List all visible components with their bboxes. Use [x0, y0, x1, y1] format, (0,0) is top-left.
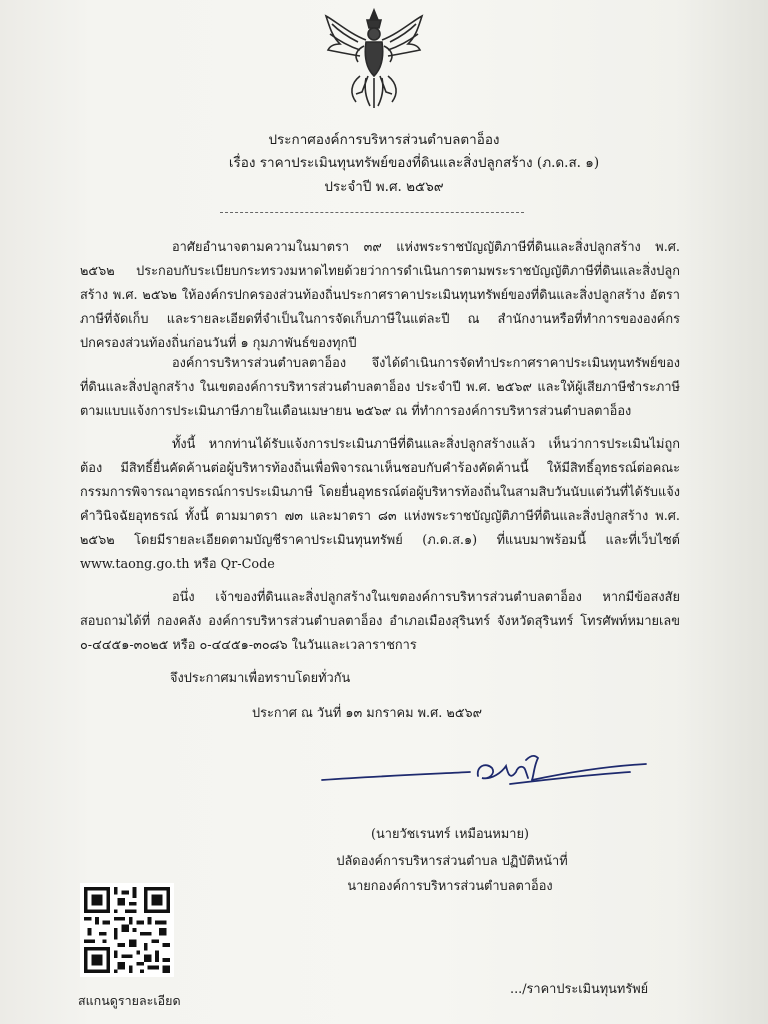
body-paragraph-3: ทั้งนี้ หากท่านได้รับแจ้งการประเมินภาษีที่ดินและสิ่งปลูกสร้างแล้ว เห็นว่าการประเมินไม่ถูกต้อง มีสิทธิ์ยื่นคัดค้านต่อผู้บริหารท้องถิ่นเพื่อพิจารณาเห็นชอบกับคำร้องคัดค้านนี้ ให้มีสิทธิ์อุทธรณ์ต่อคณะกรรมการพิจารณาอุทธรณ์การประเมินภาษี โดยยื่นอุทธรณ์ต่อผู้บริหารท้องถิ่นในสามสิบวันนับแต่วันที่ได้รับแจ้งคำวินิจฉัยอุทธรณ์ ทั้งนี้ ตามมาตรา ๗๓ และมาตรา ๘๓ แห่งพระราชบัญญัติภาษีที่ดินและสิ่งปลูกสร้าง พ.ศ. ๒๕๖๒ โดยมีรายละเอียดตามบัญชีราคาประเมินทุนทรัพย์ (ภ.ด.ส.๑) ที่แนบมาพร้อมนี้ และที่เว็บไซต์ www.taong.go.th หรือ Qr-Code: [80, 437, 680, 572]
qr-code-icon[interactable]: [80, 880, 174, 980]
continued-page-marker: .../ราคาประเมินทุนทรัพย์: [510, 982, 649, 997]
qr-caption: สแกนดูรายละเอียด: [78, 993, 181, 1008]
body-paragraph-2: องค์การบริหารส่วนตำบลตาอ็อง จึงได้ดำเนินการจัดทำประกาศราคาประเมินทุนทรัพย์ของที่ดินและสิ่งปลูกสร้าง ในเขตองค์การบริหารส่วนตำบลตาอ็อง ประจำปี พ.ศ. ๒๕๖๙ และให้ผู้เสียภาษีชำระภาษีตามแบบแจ้งการประเมินภาษีภายในเดือนเมษายน ๒๕๖๙ ณ ที่ทำการองค์การบริหารส่วนตำบลตาอ็อง: [80, 356, 680, 419]
announcement-date: ประกาศ ณ วันที่ ๑๓ มกราคม พ.ศ. ๒๕๖๙: [252, 706, 482, 721]
body-paragraph-1: อาศัยอำนาจตามความในมาตรา ๓๙ แห่งพระราชบัญญัติภาษีที่ดินและสิ่งปลูกสร้าง พ.ศ. ๒๕๖๒ ประกอบกับระเบียบกระทรวงมหาดไทยด้วยว่าการดำเนินการตามพระราชบัญญัติภาษีที่ดินและสิ่งปลูกสร้าง พ.ศ. ๒๕๖๒ ให้องค์กรปกครองส่วนท้องถิ่นประกาศราคาประเมินทุนทรัพย์ของที่ดินและสิ่งปลูกสร้าง อัตราภาษีที่จัดเก็บ และรายละเอียดที่จำเป็นในการจัดเก็บภาษีในแต่ละปี ณ สำนักงานหรือที่ทำการขององค์กรปกครองส่วนท้องถิ่นก่อนวันที่ ๑ กุมภาพันธ์ของทุกปี: [80, 240, 680, 351]
announcement-year: ประจำปี พ.ศ. ๒๕๖๙: [324, 179, 444, 195]
signer-position: ปลัดองค์การบริหารส่วนตำบล ปฏิบัติหน้าที่: [336, 854, 568, 869]
signer-name: (นายวัชเรนทร์ เหมือนหมาย): [371, 827, 529, 842]
signer-acting-title: นายกองค์การบริหารส่วนตำบลตาอ็อง: [347, 879, 553, 894]
announcement-subject: เรื่อง ราคาประเมินทุนทรัพย์ของที่ดินและสิ่งปลูกสร้าง (ภ.ด.ส. ๑): [228, 155, 600, 171]
closing-statement: จึงประกาศมาเพื่อทราบโดยทั่วกัน: [170, 671, 351, 686]
header-divider: [220, 212, 524, 213]
handwritten-signature: [320, 750, 650, 796]
garuda-emblem-icon: [320, 6, 428, 112]
announcement-title: ประกาศองค์การบริหารส่วนตำบลตาอ็อง: [268, 132, 500, 148]
body-paragraph-4: อนึ่ง เจ้าของที่ดินและสิ่งปลูกสร้างในเขตองค์การบริหารส่วนตำบลตาอ็อง หากมีข้อสงสัยสอบถามได้ที่ กองคลัง องค์การบริหารส่วนตำบลตาอ็อง อำเภอเมืองสุรินทร์ จังหวัดสุรินทร์ โทรศัพท์หมายเลข ๐-๔๔๕๑-๓๐๒๕ หรือ ๐-๔๔๕๑-๓๐๘๖ ในวันและเวลาราชการ: [80, 590, 680, 653]
